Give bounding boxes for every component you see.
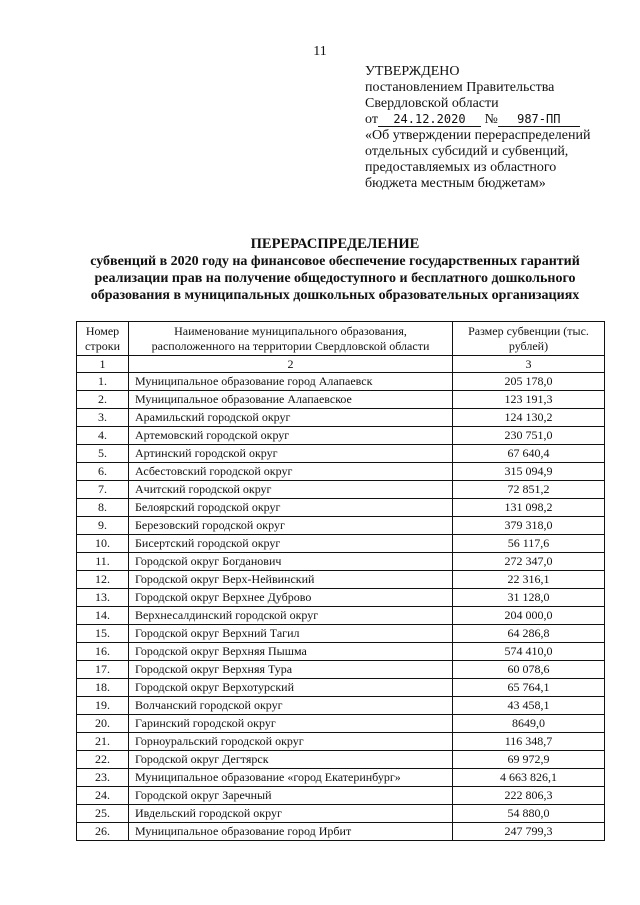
municipality-name: Городской округ Богданович [129, 553, 453, 571]
subvention-amount: 31 128,0 [453, 589, 605, 607]
row-number: 10. [77, 535, 129, 553]
row-number: 9. [77, 517, 129, 535]
subvention-amount: 230 751,0 [453, 427, 605, 445]
municipality-name: Арамильский городской округ [129, 409, 453, 427]
municipality-name: Горноуральский городской округ [129, 733, 453, 751]
title-line: субвенций в 2020 году на финансовое обеспечение государственных гарантий [90, 254, 580, 269]
table-row [77, 679, 605, 697]
column-index: 2 [129, 356, 453, 373]
subvention-amount: 379 318,0 [453, 517, 605, 535]
table-row [77, 535, 605, 553]
row-number: 7. [77, 481, 129, 499]
table-row [77, 553, 605, 571]
number-label: № [484, 112, 498, 127]
subvention-amount: 72 851,2 [453, 481, 605, 499]
title-main: ПЕРЕРАСПРЕДЕЛЕНИЕ [250, 236, 420, 252]
row-number: 18. [77, 679, 129, 697]
municipality-name: Городской округ Заречный [129, 787, 453, 805]
subvention-amount: 574 410,0 [453, 643, 605, 661]
subvention-amount: 22 316,1 [453, 571, 605, 589]
row-number: 15. [77, 625, 129, 643]
table-row [77, 427, 605, 445]
table-row [77, 463, 605, 481]
subvention-amount: 204 000,0 [453, 607, 605, 625]
approval-number: 987-ПП [498, 112, 580, 127]
row-number: 5. [77, 445, 129, 463]
table-row [77, 643, 605, 661]
title-line: образования в муниципальных дошкольных образовательных организациях [90, 288, 580, 303]
subvention-amount: 272 347,0 [453, 553, 605, 571]
subvention-amount: 64 286,8 [453, 625, 605, 643]
subvention-amount: 4 663 826,1 [453, 769, 605, 787]
table-row [77, 823, 605, 841]
approval-date: 24.12.2020 [378, 112, 481, 127]
approval-block [365, 64, 625, 192]
row-number: 2. [77, 391, 129, 409]
row-number: 8. [77, 499, 129, 517]
row-number: 6. [77, 463, 129, 481]
table-row [77, 391, 605, 409]
subvention-amount: 116 348,7 [453, 733, 605, 751]
municipality-name: Городской округ Верхняя Пышма [129, 643, 453, 661]
row-number: 3. [77, 409, 129, 427]
table-row [77, 751, 605, 769]
approval-line-2: Свердловской области [365, 96, 499, 111]
row-number: 11. [77, 553, 129, 571]
table-row [77, 373, 605, 391]
row-number: 26. [77, 823, 129, 841]
subvention-amount: 43 458,1 [453, 697, 605, 715]
subvention-amount: 69 972,9 [453, 751, 605, 769]
municipality-name: Городской округ Верхнее Дуброво [129, 589, 453, 607]
table-row [77, 571, 605, 589]
municipality-name: Бисертский городской округ [129, 535, 453, 553]
table-row [77, 697, 605, 715]
header-row-number: Номер строки [77, 322, 129, 356]
approval-subject-line: отдельных субсидий и субвенций, [365, 144, 569, 159]
title-line: реализации прав на получение общедоступного и бесплатного дошкольного [94, 271, 576, 286]
subvention-amount: 247 799,3 [453, 823, 605, 841]
row-number: 13. [77, 589, 129, 607]
municipality-name: Ачитский городской округ [129, 481, 453, 499]
header-amount: Размер субвенции (тыс. рублей) [453, 322, 605, 356]
subvention-amount: 60 078,6 [453, 661, 605, 679]
municipality-name: Гаринский городской округ [129, 715, 453, 733]
row-number: 14. [77, 607, 129, 625]
municipality-name: Волчанский городской округ [129, 697, 453, 715]
approval-subject-line: «Об утверждении перераспределений [365, 128, 591, 143]
table-row [77, 625, 605, 643]
column-index: 3 [453, 356, 605, 373]
subvention-amount: 67 640,4 [453, 445, 605, 463]
municipality-name: Артемовский городской округ [129, 427, 453, 445]
table-row [77, 481, 605, 499]
municipality-name: Муниципальное образование Алапаевское [129, 391, 453, 409]
approval-subject-line: бюджета местным бюджетам» [365, 176, 546, 191]
municipality-name: Муниципальное образование город Алапаевск [129, 373, 453, 391]
row-number: 25. [77, 805, 129, 823]
table-row [77, 517, 605, 535]
row-number: 23. [77, 769, 129, 787]
table-row [77, 787, 605, 805]
row-number: 17. [77, 661, 129, 679]
approval-subject-line: предоставляемых из областного [365, 160, 557, 175]
row-number: 24. [77, 787, 129, 805]
subvention-amount: 205 178,0 [453, 373, 605, 391]
subvention-amount: 65 764,1 [453, 679, 605, 697]
document-title [60, 236, 610, 304]
table-row [77, 733, 605, 751]
municipality-name: Городской округ Верхотурский [129, 679, 453, 697]
table-row [77, 445, 605, 463]
subvention-amount: 56 117,6 [453, 535, 605, 553]
row-number: 1. [77, 373, 129, 391]
municipality-name: Асбестовский городской округ [129, 463, 453, 481]
municipality-name: Артинский городской округ [129, 445, 453, 463]
municipality-name: Городской округ Верх-Нейвинский [129, 571, 453, 589]
municipality-name: Ивдельский городской округ [129, 805, 453, 823]
subvention-amount: 124 130,2 [453, 409, 605, 427]
municipality-name: Муниципальное образование «город Екатеринбург» [129, 769, 453, 787]
table-row [77, 805, 605, 823]
row-number: 19. [77, 697, 129, 715]
row-number: 16. [77, 643, 129, 661]
table-row [77, 589, 605, 607]
row-number: 4. [77, 427, 129, 445]
table-row [77, 607, 605, 625]
table-row [77, 409, 605, 427]
row-number: 12. [77, 571, 129, 589]
subvention-amount: 222 806,3 [453, 787, 605, 805]
row-number: 22. [77, 751, 129, 769]
row-number: 20. [77, 715, 129, 733]
subvention-amount: 123 191,3 [453, 391, 605, 409]
subventions-table [76, 321, 605, 841]
municipality-name: Городской округ Верхняя Тура [129, 661, 453, 679]
approval-line-1: постановлением Правительства [365, 80, 555, 95]
page-number: 11 [313, 44, 327, 59]
municipality-name: Муниципальное образование город Ирбит [129, 823, 453, 841]
municipality-name: Верхнесалдинский городской округ [129, 607, 453, 625]
approval-heading: УТВЕРЖДЕНО [365, 64, 460, 79]
municipality-name: Городской округ Дегтярск [129, 751, 453, 769]
subvention-amount: 131 098,2 [453, 499, 605, 517]
table-row [77, 661, 605, 679]
subvention-amount: 54 880,0 [453, 805, 605, 823]
approval-date-number-line [365, 112, 625, 128]
table-row [77, 715, 605, 733]
municipality-name: Белоярский городской округ [129, 499, 453, 517]
subvention-amount: 315 094,9 [453, 463, 605, 481]
subvention-amount: 8649,0 [453, 715, 605, 733]
municipality-name: Городской округ Верхний Тагил [129, 625, 453, 643]
table-row [77, 769, 605, 787]
municipality-name: Березовский городской округ [129, 517, 453, 535]
from-label: от [365, 112, 378, 127]
table-row [77, 499, 605, 517]
header-municipality: Наименование муниципального образования, расположенного на территории Свердловской области [129, 322, 453, 356]
column-index: 1 [77, 356, 129, 373]
row-number: 21. [77, 733, 129, 751]
